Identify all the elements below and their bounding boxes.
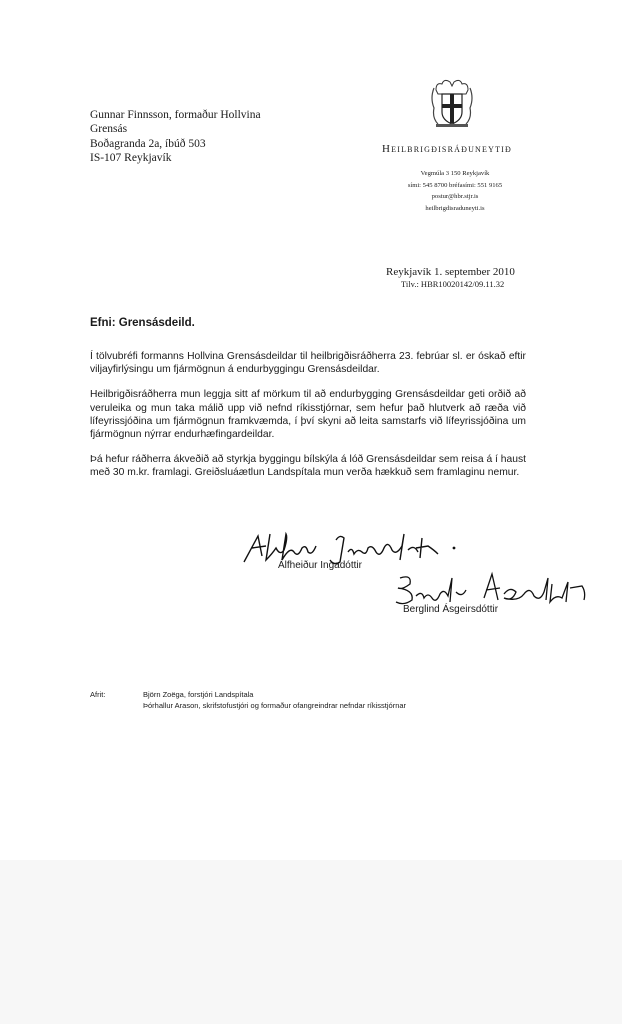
recipient-line: Grensás [90, 123, 128, 136]
body-paragraph: Í tölvubréfi formanns Hollvina Grensásdeildar til heilbrigðisráðherra 23. febrúar sl. er óskað eftir viljayfirlýsingu um fjármögnun á endurbyggingu Grensásdeildar. [90, 351, 526, 376]
page-background [0, 860, 622, 1024]
cc-recipient: Björn Zoëga, forstjóri Landspítala [143, 690, 254, 699]
ministry-email: postur@hbr.stjr.is [431, 193, 479, 200]
recipient-line: Gunnar Finnsson, formaður Hollvina [90, 109, 261, 121]
cc-recipients [143, 690, 406, 711]
signatory-name: Berglind Ásgeirsdóttir [403, 604, 499, 615]
body-paragraph: Heilbrigðisráðherra mun leggja sitt af mörkum til að endurbygging Grensásdeildar geti orðið að veruleika og mun taka málið upp við nefnd ríkisstjórnar, sem hefur það hlutverk að ræða við lífeyrissjóðina um fjármögnun framkvæmda, í því skyni að leita samstarfs við lífeyrissjóðina um fjármögnun nýrrar endurhæfingardeildar. [90, 389, 526, 441]
cc-recipient: Þórhallur Arason, skrifstofustjóri og formaður ofangreindrar nefndar ríkisstjórnar [143, 700, 407, 710]
reference-number: Tilv.: HBR10020142/09.11.32 [401, 279, 505, 289]
ministry-website: heilbrigdisraduneyti.is [425, 204, 485, 212]
body-paragraph: Þá hefur ráðherra ákveðið að styrkja byggingu bílskýla á lóð Grensásdeildar sem reisa á í haust með 30 m.kr. framlagi. Greiðsluáætlun Landspítala mun verða hækkuð sem framlaginu nemur. [90, 454, 526, 479]
ministry-contact [385, 168, 525, 214]
cc-label: Afrit: [90, 690, 106, 699]
letter-body [90, 350, 526, 492]
ministry-phone-fax: sími: 545 8700 bréfasími: 551 9165 [407, 181, 503, 189]
recipient-line: Boðagranda 2a, íbúð 503 [90, 137, 206, 150]
ministry-name: Heilbrigðisráðuneytið [382, 143, 513, 155]
subject-line: Efni: Grensásdeild. [90, 317, 195, 329]
recipient-line: IS-107 Reykjavík [90, 152, 172, 165]
ministry-address: Vegmúla 3 150 Reykjavík [420, 170, 490, 177]
recipient-address [90, 108, 261, 166]
signatory-name: Álfheiður Ingadóttir [278, 560, 362, 571]
coat-of-arms-icon [430, 78, 474, 128]
letter-date: Reykjavík 1. september 2010 [386, 266, 515, 278]
